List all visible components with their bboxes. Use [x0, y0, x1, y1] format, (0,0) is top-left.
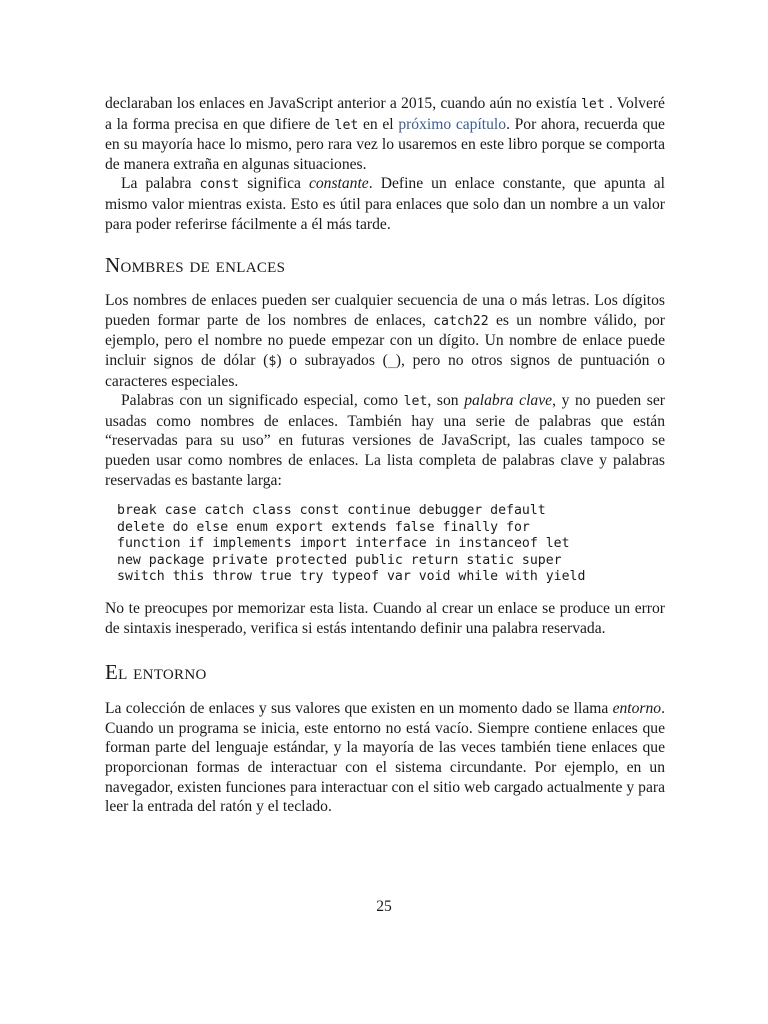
page-number: 25 — [376, 898, 392, 915]
text-segment: . Cuando un programa se inicia, este entorno no está vacío. Siempre contiene enlaces que forman parte del lenguaje estándar, y la mayoría de las veces también tiene enlaces que proporcionan formas de interactuar con el sistema circundante. Por ejemplo, en un navegador, existen funciones para interactuar con el sitio web cargado actualmente y para leer la entrada del ratón y el teclado. — [105, 700, 665, 816]
text-segment: significa — [239, 175, 309, 193]
inline-code-const: const — [199, 177, 240, 193]
text-segment: Los nombres de enlaces pueden ser cualquier secuencia de una o más letras. Los dígitos pueden formar parte de los nombres de enlaces, — [105, 292, 665, 329]
text-segment: es un nombre válido, por ejemplo, pero el nombre no puede empezar con un dígito. Un nombre de enlace puede incluir signos de dólar ( — [105, 311, 665, 369]
inline-code-let: let — [334, 117, 359, 133]
emphasis-constante: constante — [308, 175, 369, 193]
inline-code-dollar: $ — [268, 353, 277, 369]
emphasis-entorno: entorno — [612, 700, 662, 718]
paragraph-const — [105, 174, 665, 234]
text-segment: en el — [358, 115, 399, 133]
page-content — [105, 94, 665, 817]
text-segment: ) o subrayados ( — [276, 351, 388, 369]
text-segment: , son — [427, 392, 465, 410]
section-heading-entorno: El entorno — [105, 660, 207, 685]
inline-code-underscore: _ — [387, 353, 396, 369]
reserved-words-code-block: break case catch class const continue debugger default delete do else enum export extends false finally for function if implements import interface in instanceof let new package private protected public return static super switch this throw true try typeof var void while with yield — [117, 503, 586, 585]
paragraph-environment — [105, 699, 665, 817]
text-segment: . Por ahora, recuerda que en su mayoría hace lo mismo, pero rara vez lo usaremos en este libro porque se comporta de manera extraña en algunas situaciones. — [105, 115, 665, 173]
inline-code-catch22: catch22 — [433, 313, 489, 329]
text-segment: La colección de enlaces y sus valores que existen en un momento dado se llama — [105, 700, 613, 718]
paragraph-memorize: No te preocupes por memorizar esta lista. Cuando al crear un enlace se produce un error de sintaxis inesperado, verifica si estás intentando definir una palabra reservada. — [105, 600, 665, 637]
text-segment: ), pero no otros signos de puntuación o caracteres especiales. — [105, 351, 665, 390]
inline-code-let: let — [580, 97, 605, 112]
section-heading-nombres: Nombres de enlaces — [105, 253, 286, 278]
paragraph-binding-names — [105, 291, 665, 391]
paragraph-let-intro — [105, 94, 665, 174]
text-segment: La palabra — [121, 175, 200, 193]
emphasis-palabra-clave: palabra clave — [464, 392, 553, 410]
text-segment: declaraban los enlaces en JavaScript anterior a 2015, cuando aún no existía — [105, 95, 581, 112]
text-segment: , y no pueden ser usadas como nombres de enlaces. También hay una serie de palabras que están “reservadas para su uso” en futuras versiones de JavaScript, las cuales tampoco se pueden usar como nombres de enlaces. La lista completa de palabras clave y palabras reservadas es bastante larga: — [105, 392, 665, 489]
text-segment: Palabras con un significado especial, como — [121, 392, 404, 410]
text-segment: . Define un enlace constante, que apunta al mismo valor mientras exista. Esto es útil para enlaces que solo dan un nombre a un valor para poder referirse fácilmente a él más tarde. — [105, 175, 665, 233]
inline-code-let: let — [403, 394, 428, 410]
paragraph-keywords — [105, 391, 665, 490]
next-chapter-link[interactable]: próximo capítulo — [398, 115, 507, 133]
text-segment: . Volveré a la forma precisa en que difiere de — [105, 95, 665, 133]
